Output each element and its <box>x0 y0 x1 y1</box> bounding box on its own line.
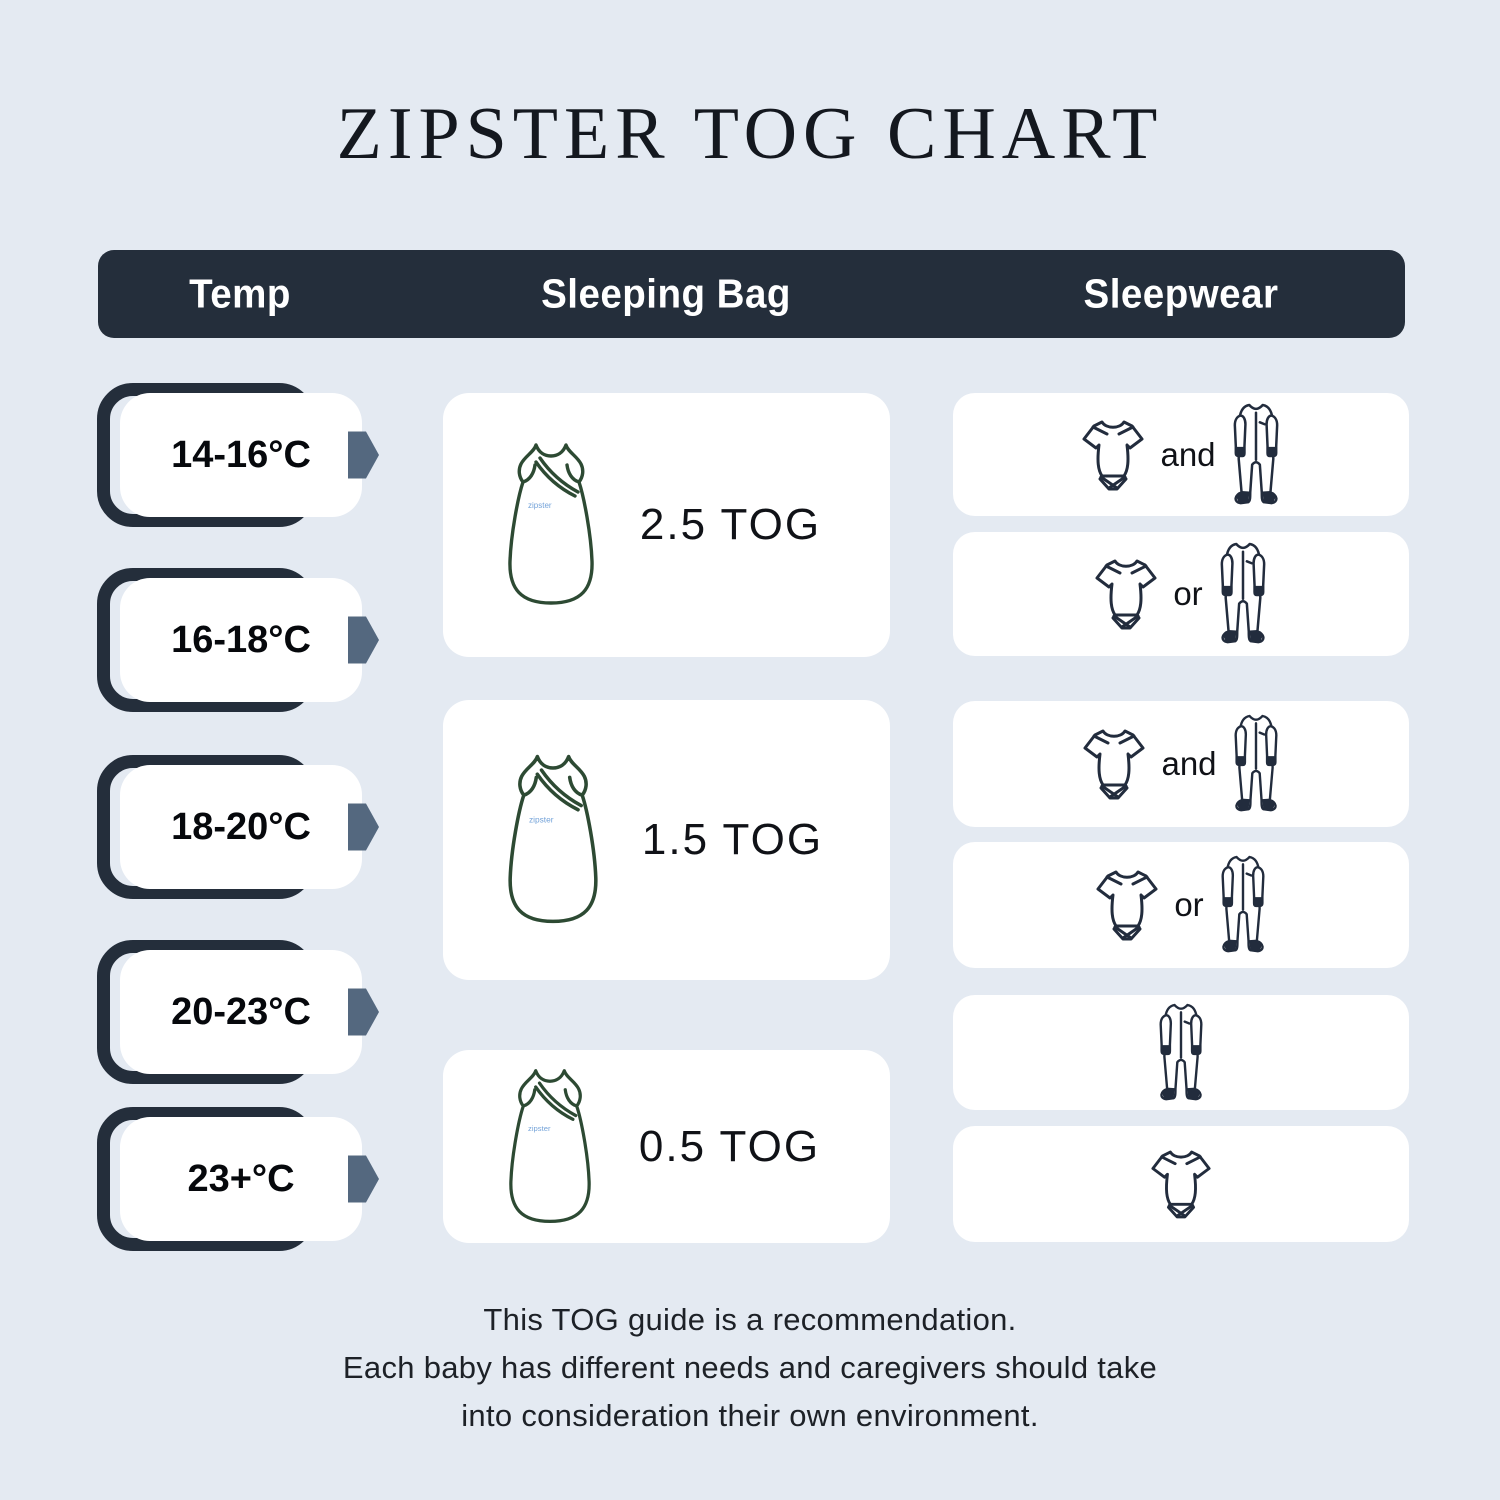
disclaimer-line: into consideration their own environment. <box>461 1398 1039 1433</box>
sleeping-bag-card <box>443 700 890 980</box>
sleepwear-row <box>953 995 1409 1110</box>
arrow-right-icon <box>348 432 379 479</box>
bodysuit-icon <box>1081 418 1145 492</box>
disclaimer-line: Each baby has different needs and caregivers should take <box>342 1350 1158 1385</box>
temp-range-label: 18-20°C <box>171 805 311 848</box>
temp-range-pill <box>120 950 362 1074</box>
arrow-right-icon <box>348 617 379 664</box>
bodysuit-icon <box>1094 557 1158 631</box>
disclaimer-text <box>0 1296 1500 1440</box>
sleeping-bag-card <box>443 1050 890 1243</box>
sleeping-bag-icon <box>505 1065 595 1229</box>
temp-range-label: 16-18°C <box>171 618 311 661</box>
sleepsuit-icon <box>1219 850 1267 960</box>
conjunction-label: and <box>1160 435 1216 473</box>
sleepsuit-icon <box>1231 401 1281 509</box>
pill-face <box>120 578 362 702</box>
bodysuit-icon <box>1150 1148 1212 1220</box>
temp-range-label: 23+°C <box>187 1157 295 1200</box>
table-header-bar <box>98 250 1405 338</box>
sleeping-bag-icon <box>505 736 601 944</box>
sleepsuit-icon <box>1232 709 1280 819</box>
column-header-temp: Temp <box>189 270 291 317</box>
tog-rating: 0.5 TOG <box>638 1121 821 1171</box>
pill-face <box>120 765 362 889</box>
conjunction-label: or <box>1174 886 1204 923</box>
pill-face <box>120 1117 362 1241</box>
sleeping-bag-card <box>443 393 890 657</box>
bodysuit-icon <box>1082 727 1146 801</box>
temp-range-label: 14-16°C <box>171 433 311 476</box>
temp-range-label: 20-23°C <box>171 990 311 1033</box>
sleepsuit-icon <box>1157 1001 1205 1105</box>
column-header-sleeping-bag: Sleeping Bag <box>541 270 791 317</box>
pill-face <box>120 950 362 1074</box>
temp-range-pill <box>120 1117 362 1241</box>
sleepwear-row <box>953 842 1409 968</box>
pill-face <box>120 393 362 517</box>
arrow-right-icon <box>348 1156 379 1203</box>
sleepwear-row <box>953 393 1409 516</box>
sleepwear-row <box>953 701 1409 827</box>
arrow-right-icon <box>348 989 379 1036</box>
tog-rating: 1.5 TOG <box>641 815 824 864</box>
temp-range-pill <box>120 393 362 517</box>
bodysuit-icon <box>1095 868 1159 942</box>
arrow-right-icon <box>348 804 379 851</box>
column-header-sleepwear: Sleepwear <box>1083 270 1279 317</box>
temp-range-pill <box>120 578 362 702</box>
temp-range-pill <box>120 765 362 889</box>
disclaimer-line: This TOG guide is a recommendation. <box>483 1302 1017 1337</box>
sleepwear-row <box>953 532 1409 656</box>
sleepsuit-icon <box>1218 540 1268 648</box>
conjunction-label: and <box>1161 745 1217 782</box>
sleepwear-row <box>953 1126 1409 1242</box>
page-title: ZIPSTER TOG CHART <box>336 93 1164 175</box>
conjunction-label: or <box>1173 575 1203 612</box>
sleeping-bag-icon <box>505 439 597 611</box>
tog-rating: 2.5 TOG <box>639 500 822 549</box>
